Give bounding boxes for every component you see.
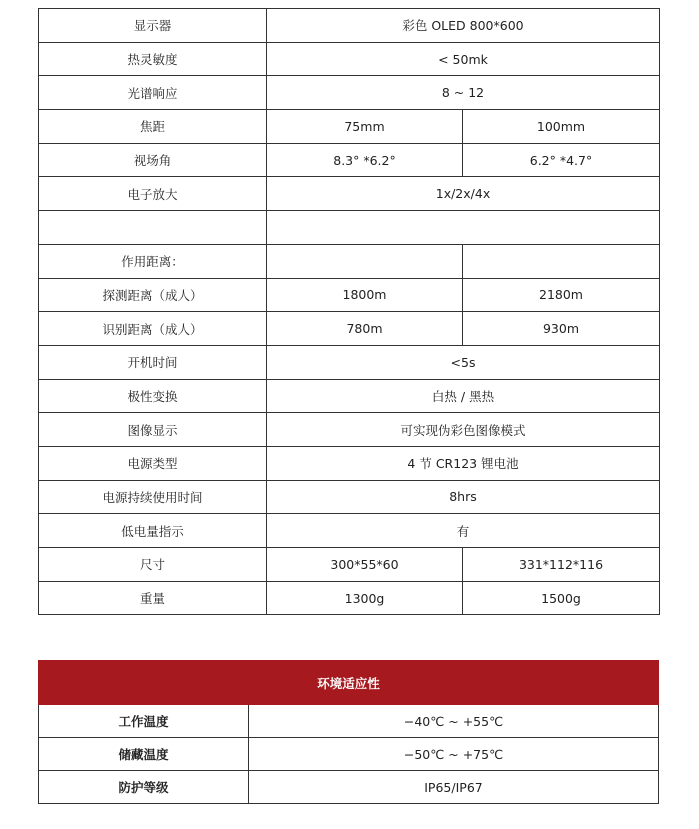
table-row (39, 413, 660, 447)
table-row (39, 771, 659, 804)
row-value: 白热 / 黑热 (267, 379, 660, 413)
row-value: 8 ~ 12 (267, 76, 660, 110)
row-label: 焦距 (39, 110, 267, 144)
env-table-title: 环境适应性 (39, 661, 659, 705)
row-label: 电子放大 (39, 177, 267, 211)
row-value-model-2: 2180m (463, 278, 660, 312)
row-value-model-1: 300*55*60 (267, 548, 463, 582)
row-value-model-1 (267, 244, 463, 278)
row-value: 1x/2x/4x (267, 177, 660, 211)
table-row (39, 345, 660, 379)
row-label: 作用距离： (39, 244, 267, 278)
row-value: IP65/IP67 (249, 771, 659, 804)
table-row (39, 110, 660, 144)
row-label: 显示器 (39, 9, 267, 43)
row-label: 低电量指示 (39, 514, 267, 548)
row-value: <5s (267, 345, 660, 379)
row-value: 有 (267, 514, 660, 548)
row-label: 电源类型 (39, 446, 267, 480)
row-value: 4 节 CR123 锂电池 (267, 446, 660, 480)
table-row (39, 705, 659, 738)
row-value-model-2: 930m (463, 312, 660, 346)
row-label: 储藏温度 (39, 738, 249, 771)
row-value-model-2: 331*112*116 (463, 548, 660, 582)
table-row (39, 581, 660, 615)
row-label: 极性变换 (39, 379, 267, 413)
table-row (39, 42, 660, 76)
row-label: 尺寸 (39, 548, 267, 582)
table-row (39, 446, 660, 480)
table-row (39, 278, 660, 312)
row-value-model-1: 75mm (267, 110, 463, 144)
row-label: 防护等级 (39, 771, 249, 804)
row-value-model-1: 1300g (267, 581, 463, 615)
row-value (267, 211, 660, 245)
env-header-row (39, 661, 659, 705)
row-value-model-2: 100mm (463, 110, 660, 144)
spec-table (38, 8, 660, 615)
row-value-model-1: 8.3° *6.2° (267, 143, 463, 177)
row-value: −50℃ ~ +75℃ (249, 738, 659, 771)
row-label: 光谱响应 (39, 76, 267, 110)
row-value-model-1: 780m (267, 312, 463, 346)
row-value-model-2 (463, 244, 660, 278)
environment-table (38, 660, 659, 804)
row-label: 开机时间 (39, 345, 267, 379)
row-label: 图像显示 (39, 413, 267, 447)
row-label: 重量 (39, 581, 267, 615)
row-label: 识别距离（成人） (39, 312, 267, 346)
table-row (39, 480, 660, 514)
table-row (39, 244, 660, 278)
table-row (39, 211, 660, 245)
table-row (39, 548, 660, 582)
row-value: 8hrs (267, 480, 660, 514)
table-row (39, 9, 660, 43)
row-value: 彩色 OLED 800*600 (267, 9, 660, 43)
row-label: 电源持续使用时间 (39, 480, 267, 514)
row-value: < 50mk (267, 42, 660, 76)
table-row (39, 379, 660, 413)
row-label: 视场角 (39, 143, 267, 177)
row-value: 可实现伪彩色图像模式 (267, 413, 660, 447)
row-value: −40℃ ~ +55℃ (249, 705, 659, 738)
table-row (39, 76, 660, 110)
table-row (39, 177, 660, 211)
table-row (39, 312, 660, 346)
row-label: 探测距离（成人） (39, 278, 267, 312)
table-row (39, 514, 660, 548)
row-label: 工作温度 (39, 705, 249, 738)
row-value-model-2: 1500g (463, 581, 660, 615)
row-label (39, 211, 267, 245)
row-value-model-2: 6.2° *4.7° (463, 143, 660, 177)
table-row (39, 738, 659, 771)
table-row (39, 143, 660, 177)
row-label: 热灵敏度 (39, 42, 267, 76)
row-value-model-1: 1800m (267, 278, 463, 312)
